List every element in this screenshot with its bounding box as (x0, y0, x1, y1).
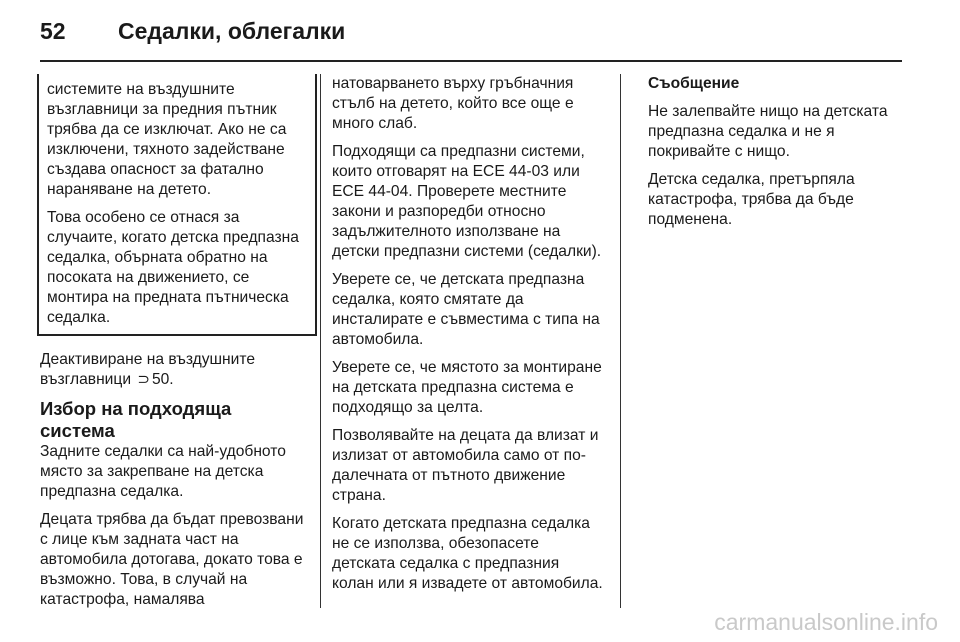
note-paragraph: Детска седалка, претърпяла катастрофа, трябва да бъде подменена. (648, 171, 855, 228)
column-divider-2 (620, 74, 621, 608)
body-paragraph: Позволявайте на децата да влизат и излизат от автомобила само от по-далечната от пътното движение страна. (332, 427, 599, 504)
header-divider (40, 60, 902, 62)
body-paragraph: Когато детската предпазна седалка не се използва, обезопасете детската седалка с предпазния колан или я извадете от автомобила. (332, 515, 603, 592)
column-1 (40, 74, 308, 618)
warning-box (37, 74, 317, 336)
note-paragraph: Не залепвайте нищо на детската предпазна седалка и не я покривайте с нищо. (648, 103, 888, 160)
note-heading: Съобщение (648, 75, 740, 92)
section-paragraph: Децата трябва да бъдат превозвани с лице към задната част на автомобила дотогава, докато това е възможно. Това, в случай на катастрофа, намалява (40, 511, 304, 608)
column-2 (332, 74, 604, 602)
section-paragraph: Задните седалки са най-удобното място за закрепване на детска предпазна седалка. (40, 443, 286, 500)
footer-watermark: carmanualsonline.info (714, 609, 938, 635)
deactivation-reference (40, 350, 308, 390)
page-header (40, 18, 345, 54)
body-paragraph: Уверете се, че мястото за монтиране на детската предпазна система е подходящо за целта. (332, 359, 602, 416)
page-number: 52 (40, 18, 66, 44)
page-reference-arrow-icon[interactable]: ⊃ (137, 371, 150, 388)
warning-paragraph: Това особено се отнася за случаите, когато детска предпазна седалка, обърната обратно на посоката на движението, се монтира на предната пътническа седалка. (47, 209, 299, 326)
section-heading: Избор на подходяща система (40, 398, 232, 441)
body-paragraph: Подходящи са предпазни системи, които отговарят на ECE 44-03 или ECE 44-04. Проверете местните закони и разпоредби относно задължителното използване на детски предпазни системи (седалки). (332, 143, 602, 260)
deactivation-ref-page[interactable]: 50. (151, 371, 174, 388)
deactivation-text: Деактивиране на въздушните възглавници (40, 351, 256, 388)
warning-paragraph: системите на въздушните възглавници за предния пътник трябва да се изключат. Ако не са изключени, тяхното задействане създава опасност за фатално нараняване на детето. (47, 81, 287, 198)
column-3 (648, 74, 908, 238)
column-divider-1 (320, 74, 321, 608)
page-title: Седалки, облегалки (118, 18, 346, 44)
body-paragraph: натоварването върху гръбначния стълб на детето, който все още е много слаб. (332, 75, 574, 132)
body-paragraph: Уверете се, че детската предпазна седалка, която смятате да инсталирате е съвместима с типа на автомобила. (332, 271, 600, 348)
